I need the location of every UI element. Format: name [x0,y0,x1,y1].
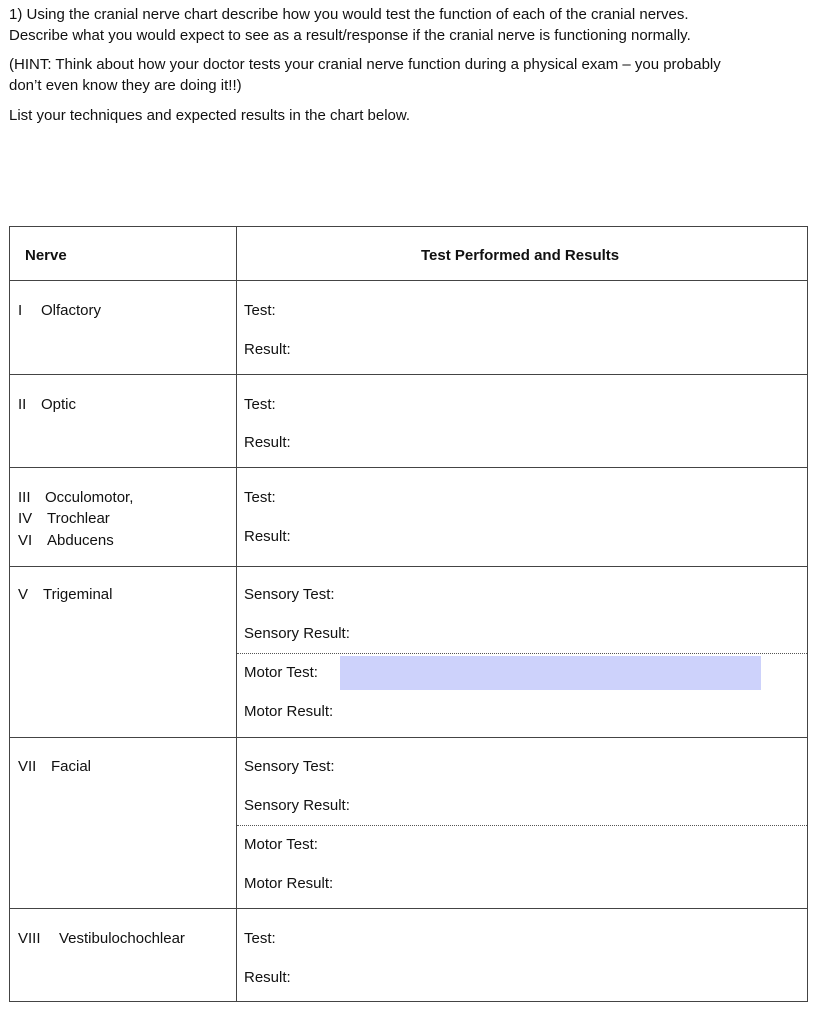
nerve-numeral: III [18,489,31,506]
nerve-numeral: I [18,302,23,319]
nerve-name: Optic [41,396,77,413]
dotted-divider [237,653,807,654]
nerve-name: Facial [51,758,92,775]
nerve-numeral: II [18,396,27,413]
sensory-result-label[interactable]: Sensory Result: [244,625,350,642]
nerve-name: Trigeminal [43,586,113,603]
nerve-numeral: VI [18,532,33,549]
test-label[interactable]: Test: [244,489,276,506]
row-divider [10,737,807,738]
motor-result-label[interactable]: Motor Result: [244,875,334,892]
sensory-result-label[interactable]: Sensory Result: [244,797,350,814]
motor-test-label[interactable]: Motor Test: [244,836,318,853]
sensory-test-label[interactable]: Sensory Test: [244,758,335,775]
nerve-numeral: IV [18,510,33,527]
nerve-name: Vestibulochochlear [59,930,185,947]
nerve-name: Olfactory [41,302,102,319]
column-divider [236,227,237,1001]
motor-test-input-highlight[interactable] [340,656,761,690]
question-line-1: 1) Using the cranial nerve chart describe how you would test the function of each of the cranial nerves. [9,6,689,23]
row-divider [10,467,807,468]
motor-result-label[interactable]: Motor Result: [244,703,334,720]
cranial-nerve-table [9,226,808,1002]
header-test-results: Test Performed and Results [421,247,620,264]
nerve-numeral: VII [18,758,37,775]
nerve-numeral: VIII [18,930,41,947]
row-divider [10,908,807,909]
dotted-divider [237,825,807,826]
hint-line-1: (HINT: Think about how your doctor tests your cranial nerve function during a physical exam – you probably [9,56,721,73]
result-label[interactable]: Result: [244,528,291,545]
row-divider [10,566,807,567]
result-label[interactable]: Result: [244,434,291,451]
test-label[interactable]: Test: [244,396,276,413]
row-divider [10,280,807,281]
instructions [9,4,829,126]
question-line-2: Describe what you would expect to see as a result/response if the cranial nerve is functioning normally. [9,27,691,44]
header-nerve: Nerve [25,247,67,264]
sensory-test-label[interactable]: Sensory Test: [244,586,335,603]
motor-test-label[interactable]: Motor Test: [244,664,318,681]
instruction-line: List your techniques and expected results in the chart below. [9,107,411,124]
nerve-name: Occulomotor, [45,489,134,506]
result-label[interactable]: Result: [244,341,291,358]
nerve-numeral: V [18,586,29,603]
row-divider [10,374,807,375]
nerve-name: Abducens [47,532,114,549]
hint-line-2: don’t even know they are doing it!!) [9,77,242,94]
test-label[interactable]: Test: [244,930,276,947]
nerve-name: Trochlear [47,510,110,527]
result-label[interactable]: Result: [244,969,291,986]
test-label[interactable]: Test: [244,302,276,319]
